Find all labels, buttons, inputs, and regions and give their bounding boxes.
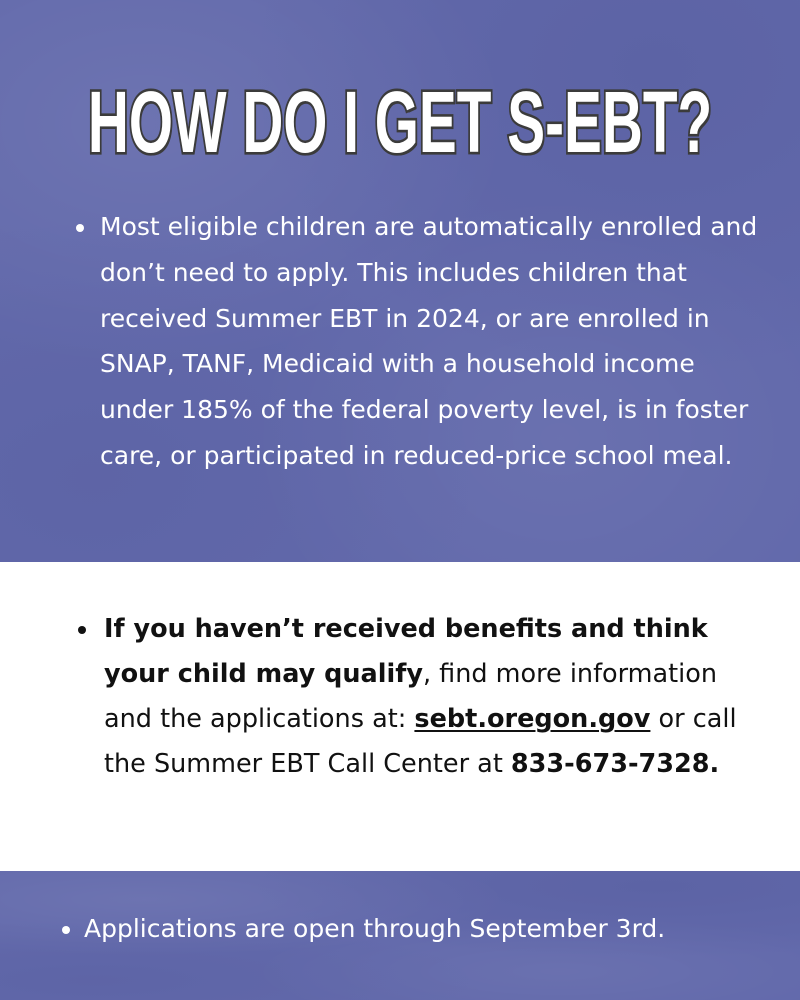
- apply-info-bullet-item: [104, 607, 764, 787]
- eligibility-bullet-item: [100, 204, 760, 479]
- call-center-phone: 833-673-7328.: [510, 749, 720, 779]
- bullet-dot-icon: [76, 224, 84, 232]
- bullet-dot-icon: [62, 926, 70, 934]
- sebt-website-link[interactable]: sebt.oregon.gov: [414, 704, 651, 734]
- deadline-bullet-item: [84, 909, 784, 949]
- apply-info-bold-intro: If you haven’t received benefits and think your child may qualify: [104, 614, 708, 689]
- deadline-text: Applications are open through September 3rd.: [84, 914, 666, 943]
- deadline-panel: [0, 871, 800, 1000]
- apply-info-text: , find more information and the applications at:: [104, 659, 717, 734]
- page-title: HOW DO I GET S-EBT?: [87, 72, 713, 171]
- apply-info-panel: [0, 562, 800, 871]
- bullet-dot-icon: [78, 626, 86, 634]
- call-center-text: or call the Summer EBT Call Center at: [104, 704, 737, 779]
- eligibility-text: Most eligible children are automatically enrolled and don’t need to apply. This includes children that received Summer EBT in 2024, or are enrolled in SNAP, TANF, Medicaid with a household income under 185% of the federal poverty level, is in foster care, or participated in reduced-price school meal.: [100, 212, 758, 470]
